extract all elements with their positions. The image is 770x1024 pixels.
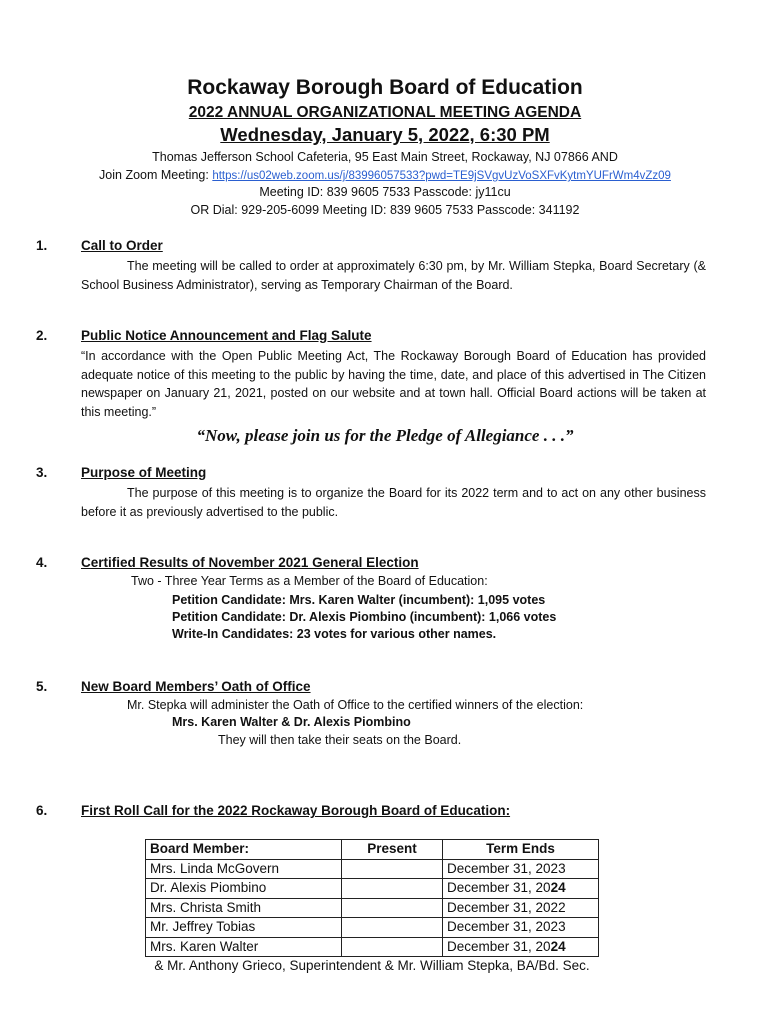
section-heading-call-to-order: Call to Order [81,238,163,253]
election-result-line: Petition Candidate: Dr. Alexis Piombino (incumbent): 1,066 votes [172,610,557,624]
section-heading-purpose: Purpose of Meeting [81,465,207,480]
zoom-prefix: Join Zoom Meeting: [99,168,209,182]
term-end [443,879,599,899]
document-subtitle: 2022 ANNUAL ORGANIZATIONAL MEETING AGENDA [188,104,582,121]
section-number: 1. [36,238,48,253]
member-name: Dr. Alexis Piombino [146,879,342,899]
term-end [443,918,599,938]
oath-names: Mrs. Karen Walter & Dr. Alexis Piombino [172,715,411,729]
present-cell [342,898,443,918]
section-heading-election-results: Certified Results of November 2021 General Election [81,555,419,570]
roll-call-closing-note: & Mr. Anthony Grieco, Superintendent & Mr. William Stepka, BA/Bd. Sec. [154,958,590,973]
column-header-board-member: Board Member: [146,840,342,860]
table-row [146,898,599,918]
meeting-location: Thomas Jefferson School Cafeteria, 95 East Main Street, Rockaway, NJ 07866 AND [152,150,618,164]
term-end [443,937,599,957]
table-row [146,918,599,938]
present-cell [342,918,443,938]
term-end [443,859,599,879]
term-end-text: December 31, 20 [447,880,551,896]
term-end-year-suffix: 24 [550,880,566,896]
zoom-join-line [0,168,770,182]
election-result-line: Petition Candidate: Mrs. Karen Walter (incumbent): 1,095 votes [172,593,546,607]
section-heading-oath: New Board Members’ Oath of Office [81,679,311,694]
meeting-date: Wednesday, January 5, 2022, 6:30 PM [220,124,550,145]
term-end-text: December 31, 20 [447,938,551,954]
section-number: 3. [36,465,48,480]
column-header-present: Present [342,840,443,860]
section-number: 6. [36,803,48,818]
section-number: 4. [36,555,48,570]
zoom-link[interactable]: https://us02web.zoom.us/j/83996057533?pwd=TE9jSVgvUzVoSXFvKytmYUFrWm4vZz09 [212,170,671,182]
column-header-term-ends: Term Ends [443,840,599,860]
member-name: Mr. Jeffrey Tobias [146,918,342,938]
member-name: Mrs. Karen Walter [146,937,342,957]
term-end-text: December 31, 2022 [447,899,566,915]
member-name: Mrs. Linda McGovern [146,859,342,879]
term-end [443,898,599,918]
term-end-text: December 31, 2023 [447,860,566,876]
section-heading-roll-call: First Roll Call for the 2022 Rockaway Borough Board of Education: [81,803,511,818]
oath-intro: Mr. Stepka will administer the Oath of Office to the certified winners of the election: [127,698,584,712]
roll-call-table [145,839,599,957]
table-row [146,859,599,879]
present-cell [342,859,443,879]
term-end-text: December 31, 2023 [447,919,566,935]
pledge-statement: “Now, please join us for the Pledge of Allegiance . . .” [196,426,574,445]
table-row [146,937,599,957]
table-row [146,879,599,899]
dial-in-info: OR Dial: 929-205-6099 Meeting ID: 839 9605 7533 Passcode: 341192 [190,203,580,217]
zoom-meeting-id: Meeting ID: 839 9605 7533 Passcode: jy11cu [259,185,511,199]
document-title: Rockaway Borough Board of Education [187,76,583,99]
section-text-public-notice: “In accordance with the Open Public Meeting Act, The Rockaway Borough Board of Education has provided adequate notice of this meeting to the public by having the time, date, and place of this advertised in The Citizen newspaper on January 21, 2021, posted on our website and at town hall. Official Board actions will be taken at this meeting.” [81,349,706,419]
section-text-purpose: The purpose of this meeting is to organize the Board for its 2022 term and to act on any other business before it as previously advertised to the public. [81,486,706,519]
section-text-call-to-order: The meeting will be called to order at approximately 6:30 pm, by Mr. William Stepka, Board Secretary (& School Business Administrator), serving as Temporary Chairman of the Board. [81,259,706,292]
table-header-row [146,840,599,860]
member-name: Mrs. Christa Smith [146,898,342,918]
present-cell [342,879,443,899]
present-cell [342,937,443,957]
section-heading-public-notice: Public Notice Announcement and Flag Salute [81,328,372,343]
section-number: 5. [36,679,48,694]
election-result-line: Write-In Candidates: 23 votes for various other names. [172,627,497,641]
section-number: 2. [36,328,48,343]
election-intro: Two - Three Year Terms as a Member of the Board of Education: [131,574,488,588]
oath-outro: They will then take their seats on the Board. [218,733,462,747]
term-end-year-suffix: 24 [550,938,566,954]
